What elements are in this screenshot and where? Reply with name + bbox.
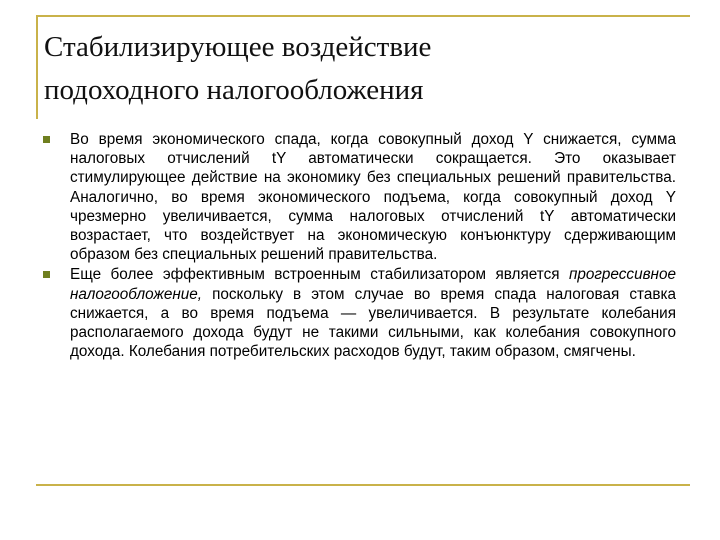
bottom-border-line (36, 484, 690, 486)
bullet-list (42, 130, 676, 362)
slide-title (44, 26, 684, 112)
title-line-1: Стабилизирующее воздействие (44, 31, 432, 63)
title-line-2: подоходного налогообложения (44, 74, 424, 106)
square-bullet-icon (43, 136, 50, 143)
bullet-text-2-emphasis: прогрессивное налогообложение, (70, 266, 676, 303)
top-border-line (36, 15, 690, 17)
square-bullet-icon (43, 271, 50, 278)
left-border-line (36, 15, 38, 119)
bullet-text-2-after: поскольку в этом случае во время спада налоговая ставка снижается, а во время подъема — увеличивается. В результате колебания располагаемого дохода будут не такими сильными, как колебания совокупного дохода. Колебания потребительских расходов будут, таким образом, смягчены. (70, 285, 676, 361)
bullet-item-2 (42, 265, 676, 361)
bullet-text-2-before: Еще более эффективным встроенным стабилизатором является (70, 266, 569, 284)
bullet-item-1 (42, 130, 676, 264)
bullet-text-1: Во время экономического спада, когда совокупный доход Y снижается, сумма налоговых отчислений tY автоматически сокращается. Это оказывает стимулирующее действие на экономику без специальных решений правительства. Аналогично, во время экономического подъема, когда совокупный доход Y чрезмерно увеличивается, сумма налоговых отчислений tY автоматически возрастает, что воздействует на экономическую конъюнктуру сдерживающим образом без специальных решений правительства. (70, 131, 676, 264)
